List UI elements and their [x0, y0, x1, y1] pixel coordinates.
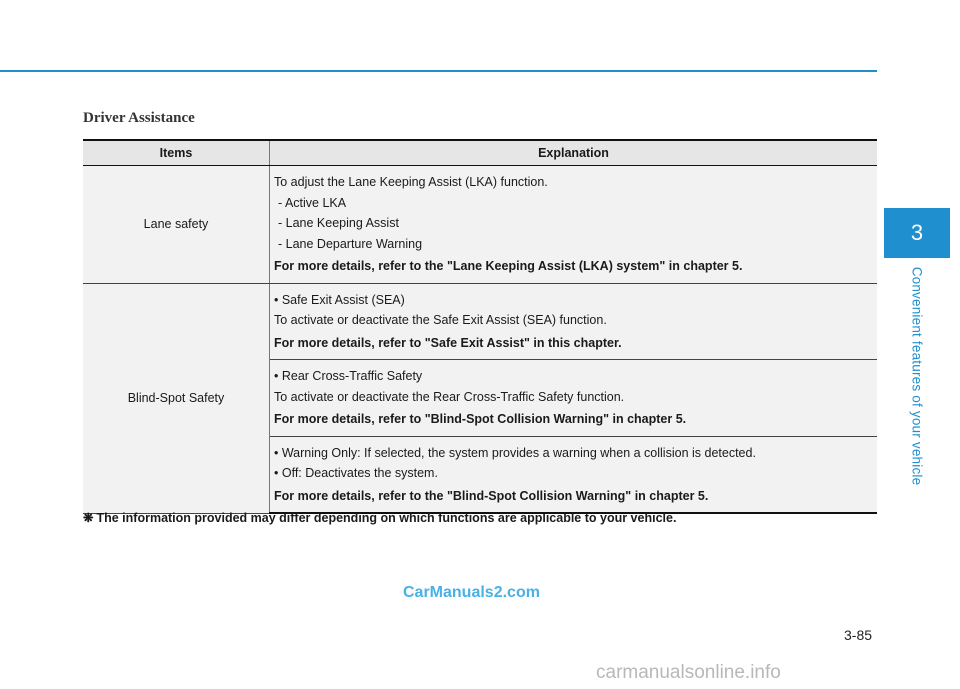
item-blind-spot-safety: Blind-Spot Safety: [83, 283, 270, 513]
reference-text: For more details, refer to "Blind-Spot Collision Warning" in chapter 5.: [274, 412, 687, 426]
chapter-title: Convenient features of your vehicle: [909, 266, 925, 486]
explanation-rear-cross-traffic: [270, 360, 878, 437]
explanation-line: - Lane Departure Warning: [278, 236, 423, 251]
explanation-line: To activate or deactivate the Safe Exit Assist (SEA) function.: [274, 313, 607, 327]
section-title: Driver Assistance: [83, 110, 195, 126]
reference-text: For more details, refer to the "Lane Keeping Assist (LKA) system" in chapter 5.: [274, 259, 743, 273]
explanation-warning-mode: [270, 436, 878, 513]
watermark-carmanualsonline: carmanualsonline.info: [596, 662, 781, 683]
explanation-line: - Active LKA: [278, 195, 347, 210]
table-row-lane-safety: [83, 166, 877, 284]
page-number: 3-85: [844, 627, 873, 643]
chapter-tab: 3: [884, 208, 950, 258]
explanation-line: To activate or deactivate the Rear Cross-Traffic Safety function.: [274, 389, 625, 404]
header-rule: [0, 70, 877, 72]
explanation-line: • Off: Deactivates the system.: [274, 466, 438, 480]
header-explanation: Explanation: [270, 140, 878, 166]
reference-text: For more details, refer to "Safe Exit Assist" in this chapter.: [274, 335, 622, 350]
explanation-safe-exit-assist: [270, 283, 878, 360]
footnote-text: The information provided may differ depending on which functions are applicable to your vehicle.: [96, 511, 677, 525]
explanation-line: - Lane Keeping Assist: [278, 216, 399, 230]
footnote: [83, 510, 676, 525]
watermark-carmanuals2: CarManuals2.com: [403, 584, 540, 601]
explanation-line: To adjust the Lane Keeping Assist (LKA) function.: [274, 175, 548, 189]
reference-text: For more details, refer to the "Blind-Spot Collision Warning" in chapter 5.: [274, 488, 709, 503]
explanation-line: • Warning Only: If selected, the system provides a warning when a collision is detected.: [274, 445, 756, 460]
explanation-line: • Rear Cross-Traffic Safety: [274, 369, 423, 383]
header-items: Items: [83, 140, 270, 166]
driver-assistance-table: [83, 139, 877, 514]
table-header-row: [83, 140, 877, 166]
explanation-line: • Safe Exit Assist (SEA): [274, 292, 405, 307]
item-lane-safety: Lane safety: [83, 166, 270, 284]
explanation-lane-safety: [270, 166, 878, 284]
table-row-blind-spot-sea: [83, 283, 877, 360]
asterisk-icon: ❋: [83, 511, 94, 525]
